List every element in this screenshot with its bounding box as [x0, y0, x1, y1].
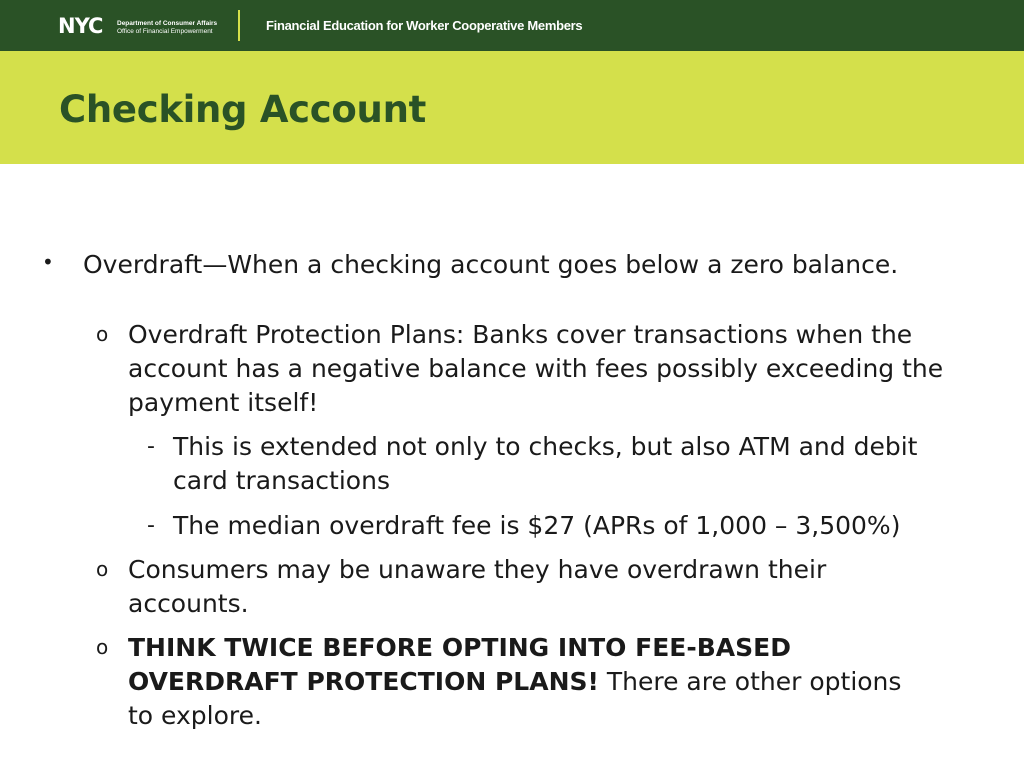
circle-marker: o	[96, 557, 109, 581]
department-line-2: Office of Financial Empowerment	[117, 28, 213, 35]
sub-bullet-protection-plans: Overdraft Protection Plans: Banks cover transactions when the account has a negative balance with fees possibly exceeding the payment itself!	[128, 320, 944, 417]
circle-marker: o	[96, 322, 109, 346]
bullet-overdraft: Overdraft—When a checking account goes below a zero balance.	[83, 250, 899, 279]
department-line-1: Department of Consumer Affairs	[117, 20, 218, 27]
dash-item-extended: This is extended not only to checks, but also ATM and debit card transactions	[173, 432, 918, 495]
slide-title: Checking Account	[59, 88, 427, 131]
options-text: There are other options to explore.	[128, 667, 902, 730]
sub-bullet-consumers-unaware: Consumers may be unaware they have overdrawn their accounts.	[128, 555, 827, 618]
circle-marker: o	[96, 635, 109, 659]
dash-marker: -	[147, 434, 155, 459]
dash-item-median-fee: The median overdraft fee is $27 (APRs of 1,000 – 3,500%)	[173, 511, 901, 540]
dash-marker: -	[147, 513, 155, 538]
sub-bullet-think-twice	[128, 631, 928, 733]
program-title: Financial Education for Worker Cooperative Members	[266, 18, 583, 33]
nyc-logo: NYC	[58, 14, 103, 38]
bullet-marker: •	[42, 250, 54, 274]
warning-text: THINK TWICE BEFORE OPTING INTO FEE-BASED OVERDRAFT PROTECTION PLANS!	[128, 633, 791, 696]
